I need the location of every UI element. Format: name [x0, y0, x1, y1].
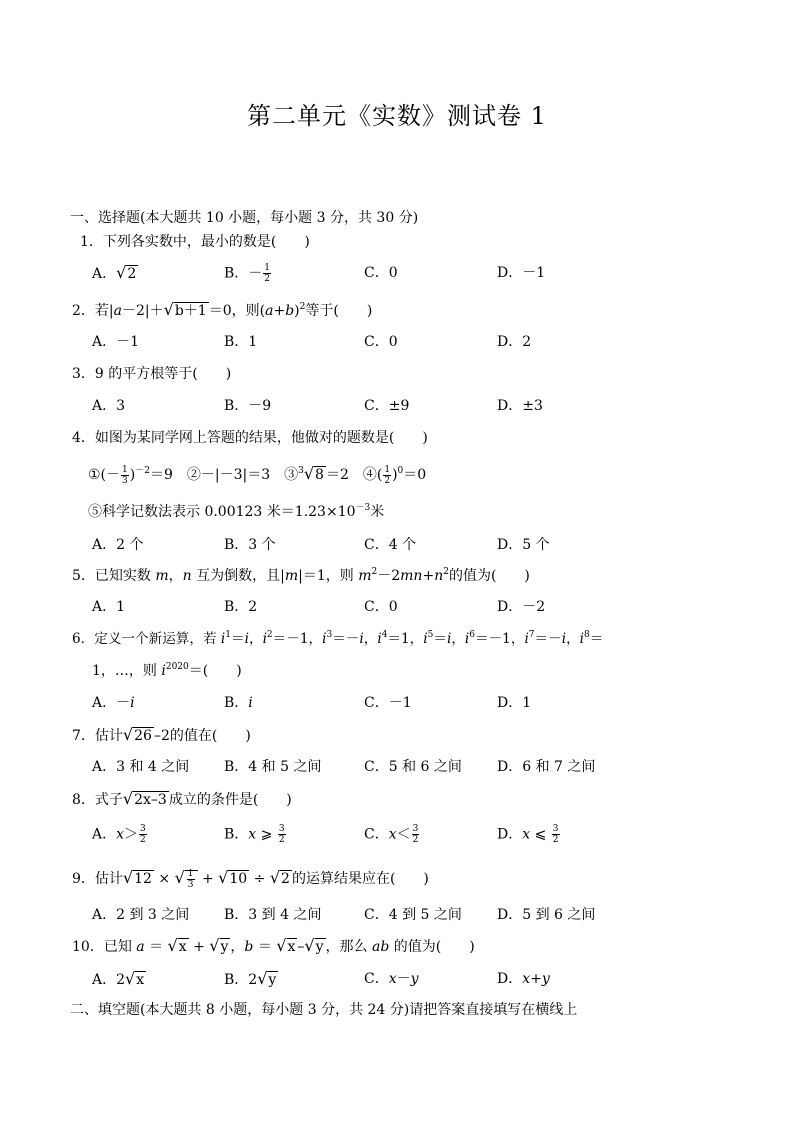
question-6-option-b: B．i: [224, 695, 253, 711]
question-9-option-c: C．4 到 5 之间: [364, 907, 462, 923]
question-6-option-d: D．1: [497, 695, 532, 711]
question-5-option-b: B．2: [224, 599, 258, 615]
question-6-option-a: A．－i: [92, 695, 135, 711]
question-4-items: ①(－ $\frac{1}{3}$ )$^{-2}$＝9 ②－|－3|＝3 ③$^3$√8 ＝2 ④( $\frac{1}{2}$ )$^0$＝0: [88, 464, 427, 486]
question-9-stem: 9．估计√12 × √ $\frac{1}{3}$ + √10 ÷ √2 的运算结果应在( ): [72, 868, 429, 890]
question-1-option-b: B．－ $\frac{1}{2}$: [224, 263, 271, 284]
question-1-option-d: D．－1: [497, 265, 546, 281]
question-7-option-c: C．5 和 6 之间: [364, 759, 462, 775]
question-9-option-b: B．3 到 4 之间: [224, 907, 322, 923]
question-5-stem: 5．已知实数 m，n 互为倒数，且|m|＝1，则 $m^2-2mn+n^2$的值为( ): [72, 567, 530, 584]
question-10-option-b: B．2√y: [224, 969, 277, 988]
question-1-stem: 1．下列各实数中，最小的数是( ): [80, 234, 310, 250]
question-7-stem: 7．估计√26 –2的值在( ): [72, 725, 251, 744]
question-3-option-a: A．3: [92, 398, 126, 414]
question-6-stem-cont: 1，…，则 $i^{2020}=$( ): [92, 662, 242, 679]
question-4-option-d: D．5 个: [497, 537, 550, 553]
question-8-option-a: A．x＞ $\frac{3}{2}$: [92, 824, 146, 845]
question-8-option-b: B．x ⩾ $\frac{3}{2}$: [224, 824, 285, 845]
question-3-option-b: B．－9: [224, 398, 272, 414]
question-5-option-c: C．0: [364, 599, 398, 615]
question-4-stem: 4．如图为某同学网上答题的结果，他做对的题数是( ): [72, 430, 428, 446]
question-8-stem: 8．式子√2x–3 成立的条件是( ): [72, 789, 292, 808]
question-2-stem: 2．若|a－2|＋√b＋1 ＝0，则$(a+b)^2$等于( ): [72, 300, 373, 319]
question-4-option-c: C．4 个: [364, 537, 417, 553]
question-7-option-a: A．3 和 4 之间: [92, 759, 190, 775]
question-10-option-d: D．x+y: [497, 971, 550, 987]
question-8-option-c: C．x＜ $\frac{3}{2}$: [364, 824, 419, 845]
question-9-option-d: D．5 到 6 之间: [497, 907, 596, 923]
section-heading-fill-in: 二、填空题(本大题共 8 小题，每小题 3 分，共 24 分)请把答案直接填写在横线上: [70, 1002, 578, 1018]
question-10-option-c: C．x－y: [364, 971, 419, 987]
question-2-option-d: D．2: [497, 334, 532, 350]
question-1-option-c: C．0: [364, 265, 398, 281]
question-3-stem: 3．9 的平方根等于( ): [72, 366, 232, 382]
page-title: 第二单元《实数》测试卷 1: [247, 102, 547, 130]
question-4-option-b: B．3 个: [224, 537, 276, 553]
question-5-option-d: D．－2: [497, 599, 546, 615]
question-3-option-c: C．±9: [364, 398, 410, 414]
section-heading-choice: 一、选择题(本大题共 10 小题，每小题 3 分，共 30 分): [70, 210, 419, 226]
question-1-option-a: A．√2: [92, 263, 137, 282]
question-3-option-d: D．±3: [497, 398, 543, 414]
question-10-stem: 10．已知 a ＝ √x + √y ，b ＝ √x –√y ，那么 ab 的值为( ): [72, 936, 475, 955]
question-4-option-a: A．2 个: [92, 537, 144, 553]
question-6-stem: 6．定义一个新运算，若 $i^1=i$，$i^2=-1$，$i^3=-i$，$i^4=1$，$i^5=i$，$i^6=-1$，$i^7=-i$，$i^8=$: [72, 630, 604, 647]
question-5-option-a: A．1: [92, 599, 126, 615]
question-2-option-a: A．－1: [92, 334, 140, 350]
question-7-option-b: B．4 和 5 之间: [224, 759, 322, 775]
question-6-option-c: C．－1: [364, 695, 412, 711]
question-8-option-d: D．x ⩽ $\frac{3}{2}$: [497, 824, 559, 845]
question-10-option-a: A．2√x: [92, 969, 145, 988]
question-2-option-c: C．0: [364, 334, 398, 350]
question-7-option-d: D．6 和 7 之间: [497, 759, 596, 775]
question-2-option-b: B．1: [224, 334, 258, 350]
question-9-option-a: A．2 到 3 之间: [92, 907, 190, 923]
question-4-item-5: ⑤科学记数法表示 0.00123 米$=1.23\times 10^{-3}$米: [88, 503, 385, 520]
